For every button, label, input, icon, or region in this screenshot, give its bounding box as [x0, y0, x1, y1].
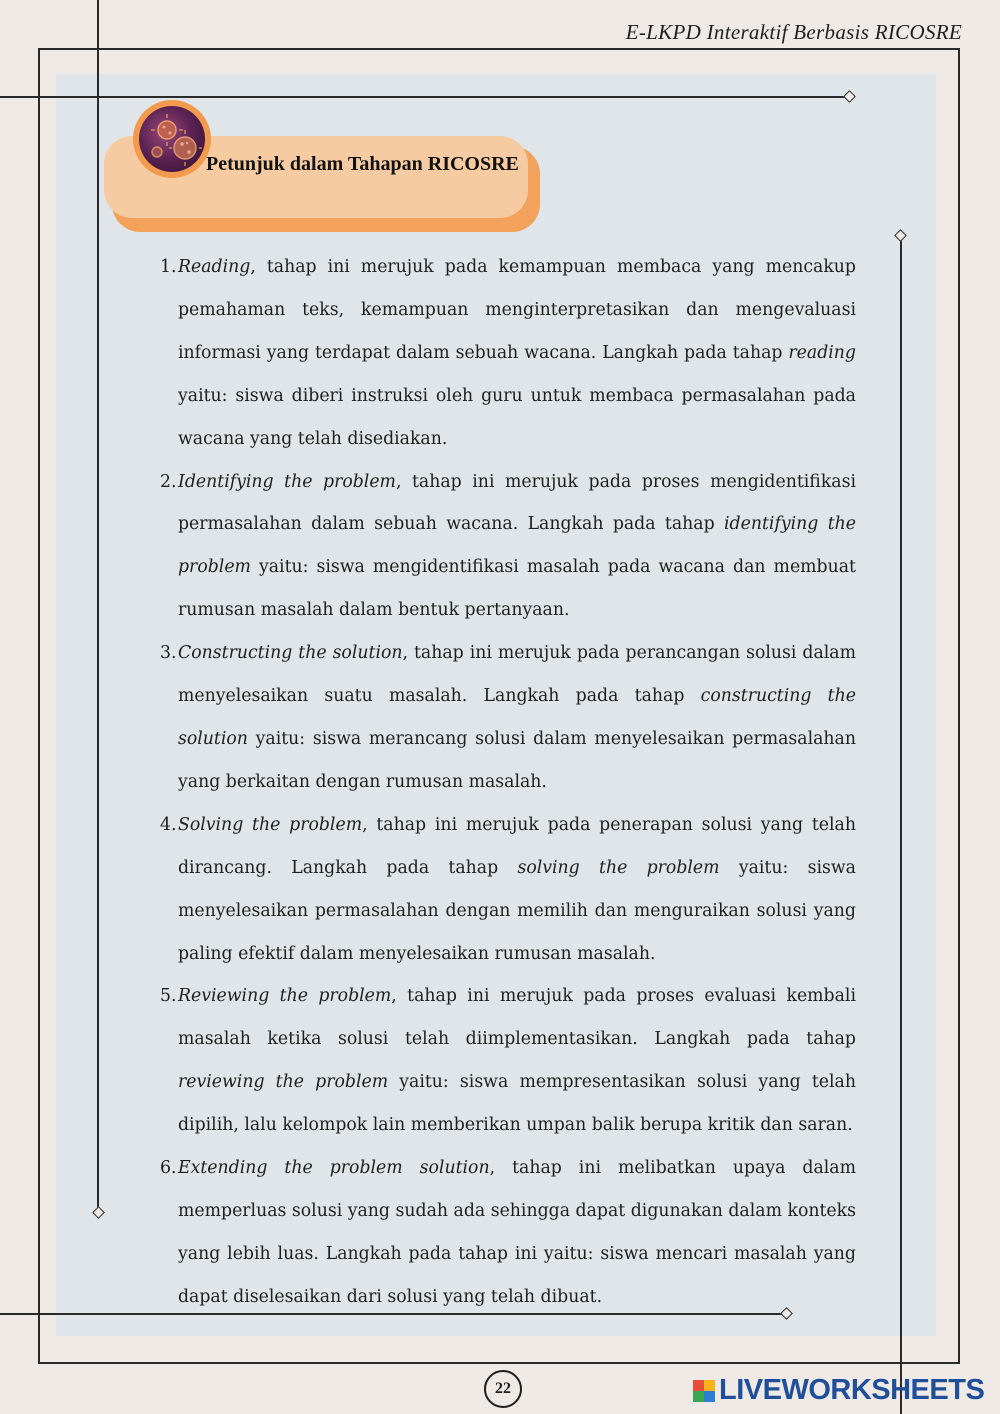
page-number: 22 — [484, 1370, 522, 1408]
step-term: constructing the solution — [178, 686, 856, 749]
step-item — [160, 632, 856, 804]
step-text: , tahap ini melibatkan upaya dalam memperluas solusi yang sudah ada sehingga dapat digunakan dalam konteks yang lebih luas. Langkah pada tahap ini yaitu: siswa mencari masalah yang dapat diselesaikan dari solusi yang telah dibuat. — [178, 1158, 856, 1307]
ricosre-steps-list — [160, 246, 856, 1319]
step-item — [160, 804, 856, 976]
virus-icon — [139, 106, 205, 172]
step-item — [160, 461, 856, 633]
step-text: , tahap ini merujuk pada kemampuan membaca yang mencakup pemahaman teks, kemampuan menginterpretasikan dan mengevaluasi informasi yang terdapat dalam sebuah wacana. Langkah pada tahap — [178, 257, 856, 363]
step-number: 4. — [160, 814, 177, 835]
step-item — [160, 975, 856, 1147]
top-horizontal-line — [0, 96, 848, 98]
step-number: 5. — [160, 986, 177, 1007]
step-term: Reviewing the problem — [178, 986, 392, 1007]
step-number: 6. — [160, 1158, 177, 1179]
step-term: Reading — [178, 257, 251, 277]
step-item — [160, 246, 856, 461]
liveworksheets-brand-text: LIVEWORKSHEETS — [719, 1374, 985, 1406]
step-text: yaitu: siswa mengidentifikasi masalah pada wacana dan membuat rumusan masalah dalam bentuk pertanyaan. — [178, 557, 856, 621]
step-term: Solving the problem — [178, 814, 363, 835]
step-item — [160, 1147, 856, 1319]
section-title: Petunjuk dalam Tahapan RICOSRE — [206, 153, 519, 175]
right-vertical-line — [900, 238, 902, 1414]
step-term: Extending the problem solution — [178, 1158, 490, 1179]
step-term: reviewing the problem — [178, 1072, 389, 1093]
liveworksheets-logo[interactable] — [693, 1374, 984, 1407]
step-text: , tahap ini merujuk pada penerapan solusi yang telah dirancang. Langkah pada tahap — [178, 814, 856, 878]
step-text: yaitu: siswa mempresentasikan solusi yang telah dipilih, lalu kelompok lain memberikan umpan balik berupa kritik dan saran. — [178, 1072, 856, 1136]
step-text: , tahap ini merujuk pada proses evaluasi kembali masalah ketika solusi telah diimplementasikan. Langkah pada tahap — [178, 986, 856, 1050]
left-vertical-line — [97, 0, 99, 1212]
step-text: yaitu: siswa merancang solusi dalam menyelesaikan permasalahan yang berkaitan dengan rumusan masalah. — [178, 728, 856, 792]
document-header: E-LKPD Interaktif Berbasis RICOSRE — [625, 20, 962, 44]
step-text: , tahap ini merujuk pada proses mengidentifikasi permasalahan dalam sebuah wacana. Langkah pada tahap — [178, 471, 856, 535]
step-term: Identifying the problem — [178, 471, 396, 492]
step-text: yaitu: siswa diberi instruksi oleh guru untuk membaca permasalahan pada wacana yang telah disediakan. — [178, 385, 856, 449]
virus-image — [139, 106, 205, 172]
step-term: Constructing the solution — [178, 643, 403, 664]
step-number: 2. — [160, 471, 177, 492]
step-term: reading — [788, 342, 856, 363]
step-number: 3. — [160, 643, 177, 664]
step-term: identifying the problem — [178, 514, 856, 578]
step-text: yaitu: siswa menyelesaikan permasalahan dengan memilih dan menguraikan solusi yang paling efektif dalam menyelesaikan rumusan masalah. — [178, 857, 856, 964]
liveworksheets-logo-icon — [693, 1380, 715, 1402]
step-term: solving the problem — [517, 857, 720, 878]
step-text: , tahap ini merujuk pada perancangan solusi dalam menyelesaikan suatu masalah. Langkah pada tahap — [178, 643, 856, 707]
step-number: 1. — [160, 257, 177, 277]
